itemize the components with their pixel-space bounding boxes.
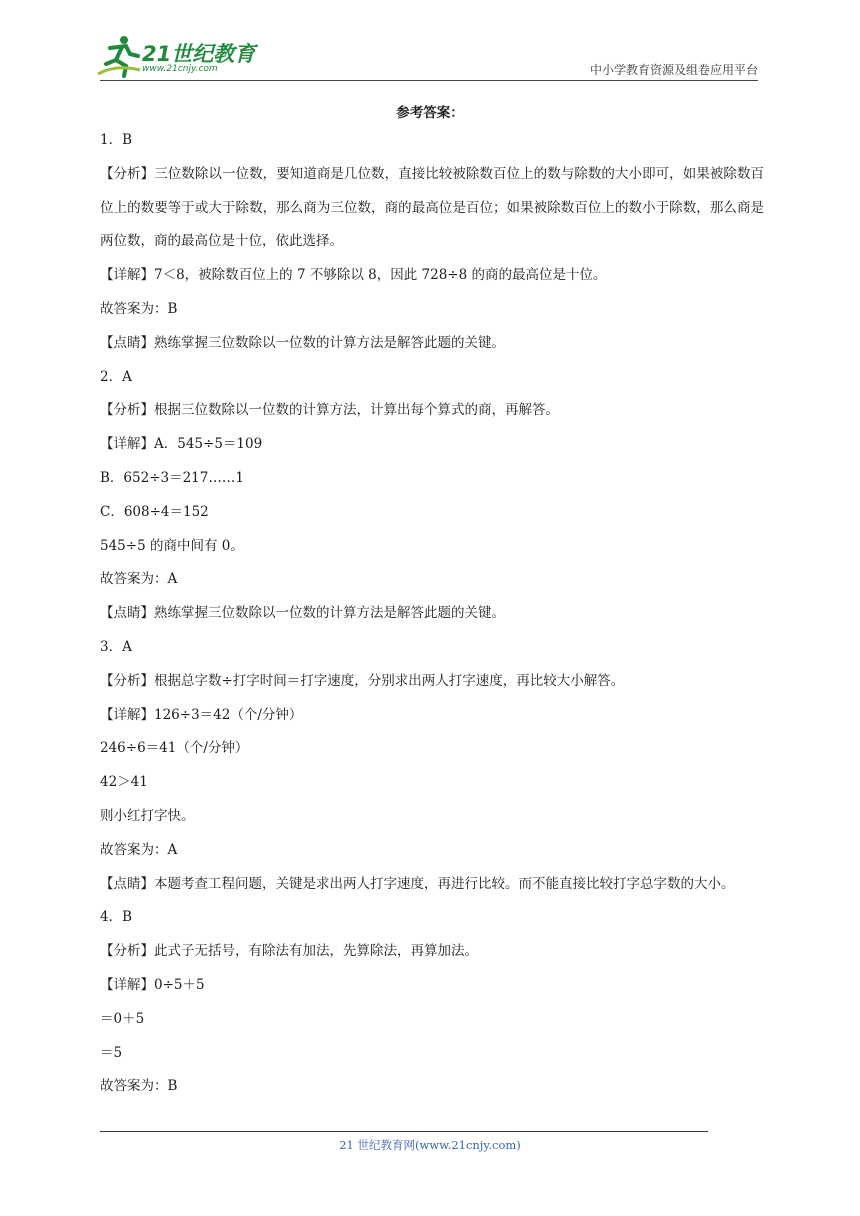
answer-line: ＝5 (100, 1044, 123, 1061)
logo-name: 21世纪教育 (142, 42, 256, 66)
footer-divider (100, 1131, 708, 1132)
answer-line: 【详解】126÷3＝42（个/分钟） (100, 706, 303, 723)
answer-line: 42＞41 (100, 774, 148, 791)
answer-line: 【分析】根据总字数÷打字时间＝打字速度，分别求出两人打字速度，再比较大小解答。 (100, 672, 625, 689)
answer-line: 则小红打字快。 (100, 807, 195, 824)
answer-line: 【详解】0÷5＋5 (100, 976, 205, 993)
page-footer[interactable]: 21 世纪教育网(www.21cnjy.com) (339, 1138, 521, 1152)
answer-line: 3．A (100, 638, 132, 655)
answer-line: 2．A (100, 368, 132, 385)
answer-line: 【点睛】本题考查工程问题，关键是求出两人打字速度，再进行比较。而不能直接比较打字总字数的大小。 (100, 875, 735, 892)
answer-line: 545÷5 的商中间有 0。 (100, 537, 244, 554)
runner-logo-icon (96, 34, 142, 78)
answer-line: 4．B (100, 909, 133, 926)
answer-line: 【详解】A．545÷5＝109 (100, 436, 263, 453)
page-title: 参考答案： (396, 105, 464, 121)
answer-line: 故答案为：B (100, 300, 178, 317)
answer-line: 246÷6＝41（个/分钟） (100, 740, 249, 757)
answer-line: ＝0＋5 (100, 1010, 145, 1027)
answer-line: 故答案为：B (100, 1078, 178, 1095)
answer-line: 【分析】根据三位数除以一位数的计算方法，计算出每个算式的商，再解答。 (100, 402, 559, 419)
site-logo[interactable] (96, 34, 266, 78)
answer-line: 故答案为：A (100, 571, 178, 588)
answer-line: 【分析】此式子无括号，有除法有加法，先算除法，再算加法。 (100, 943, 478, 960)
answer-line: 故答案为：A (100, 841, 178, 858)
answer-line: B．652÷3＝217……1 (100, 469, 244, 486)
answer-line: 【点睛】熟练掌握三位数除以一位数的计算方法是解答此题的关键。 (100, 605, 505, 622)
answer-line: C．608÷4＝152 (100, 503, 209, 520)
page-header (96, 30, 758, 80)
header-divider (100, 80, 758, 81)
answer-line: 【点睛】熟练掌握三位数除以一位数的计算方法是解答此题的关键。 (100, 334, 505, 351)
answer-line: 【详解】7＜8，被除数百位上的 7 不够除以 8，因此 728÷8 的商的最高位是十位。 (100, 267, 607, 284)
logo-url: www.21cnjy.com (142, 64, 218, 74)
answer-content (100, 124, 764, 1104)
answer-line: 1．B (100, 132, 133, 148)
header-tagline: 中小学教育资源及组卷应用平台 (589, 63, 758, 77)
answer-line: 【分析】三位数除以一位数，要知道商是几位数，直接比较被除数百位上的数与除数的大小即可，如果被除数百位上的数要等于或大于除数，那么商为三位数，商的最高位是百位；如果被除数百位上的数小于除数，那么商是两位数，商的最高位是十位，依此选择。 (100, 165, 764, 250)
